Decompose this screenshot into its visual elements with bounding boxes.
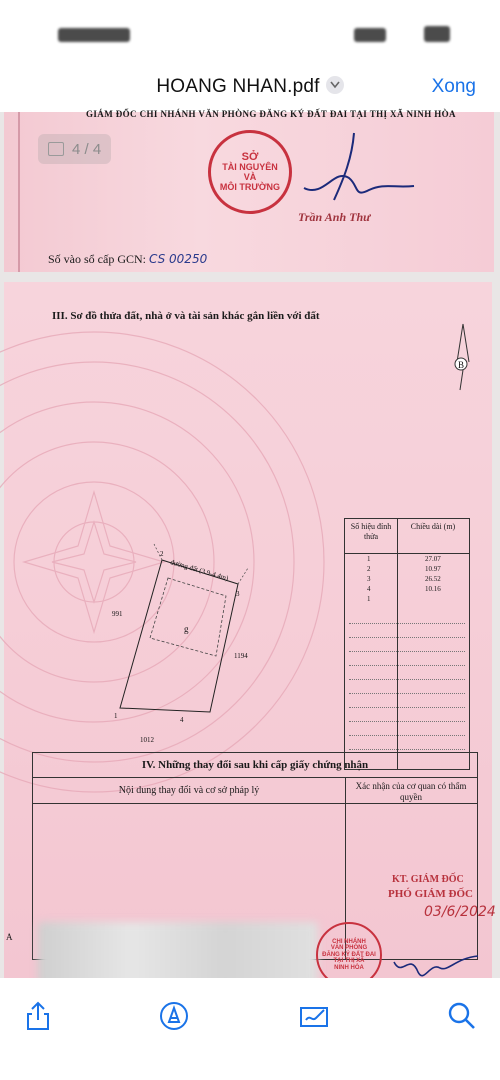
dotted-line — [349, 637, 465, 638]
signature-date: 03/6/2024 — [424, 904, 496, 920]
stamp-line: MÔI TRƯỜNG — [219, 181, 281, 192]
pdf-page-3-fragment — [4, 109, 494, 272]
dotted-line — [349, 693, 465, 694]
length-cell: 10.16 — [425, 585, 441, 593]
vertex-label: 4 — [180, 716, 184, 724]
vertex-cell: 2 — [367, 565, 371, 573]
table-row — [345, 585, 469, 595]
search-icon[interactable] — [446, 1000, 478, 1032]
vertex-label: 2 — [160, 550, 164, 558]
dotted-line — [349, 623, 465, 624]
stamp-line: NINH HÒA — [334, 964, 364, 971]
dotted-line — [349, 679, 465, 680]
dotted-line — [349, 665, 465, 666]
parcel-map — [98, 538, 288, 748]
chevron-down-icon[interactable] — [326, 76, 344, 94]
page-indicator-text: 4 / 4 — [72, 140, 102, 158]
dotted-line — [349, 721, 465, 722]
page-edge — [18, 112, 20, 272]
page-indicator — [38, 134, 111, 164]
table-row — [345, 575, 469, 585]
north-label: B — [458, 360, 465, 370]
row-marker: A — [6, 932, 13, 942]
book-number-row — [48, 252, 207, 267]
page-header-text: GIÁM ĐỐC CHI NHÁNH VĂN PHÒNG ĐĂNG KÝ ĐẤT ĐAI TẠI THỊ XÃ NINH HÒA — [86, 109, 456, 119]
table-row — [345, 565, 469, 575]
role-title-2: PHÓ GIÁM ĐỐC — [388, 888, 473, 900]
pdf-document-view[interactable] — [0, 109, 500, 978]
document-title-text: HOANG NHAN.pdf — [156, 76, 320, 97]
bottom-toolbar — [0, 978, 500, 1080]
book-number-value: CS 00250 — [149, 252, 208, 266]
table-header-vertex: Số hiệu đỉnh thửa — [350, 522, 392, 541]
stamp-line: VĂN PHÒNG — [330, 945, 368, 952]
dotted-line — [349, 749, 465, 750]
vertex-cell: 3 — [367, 575, 371, 583]
dotted-line — [349, 651, 465, 652]
pdf-page-4 — [4, 282, 496, 978]
section-3-title: III. Sơ đồ thửa đất, nhà ở và tài sản khác gắn liền với đất — [52, 310, 320, 322]
signature-icon[interactable] — [298, 1000, 330, 1032]
length-cell: 26.52 — [425, 575, 441, 583]
table-header-length: Chiều dài (m) — [410, 522, 456, 531]
book-number-label: Số vào sổ cấp GCN: — [48, 252, 146, 266]
vertex-label: 1 — [114, 712, 118, 720]
share-icon[interactable] — [22, 1000, 54, 1032]
column-header-confirmation: Xác nhận của cơ quan có thẩm quyền — [355, 781, 467, 802]
battery-icon — [424, 26, 450, 42]
vertex-label: 3 — [236, 590, 240, 598]
section-4-title: IV. Những thay đổi sau khi cấp giấy chứng nhận — [141, 759, 369, 771]
document-title[interactable] — [0, 76, 500, 98]
table-row — [345, 595, 469, 605]
table-divider — [33, 777, 477, 778]
status-bar — [0, 0, 500, 62]
signer-name: Trần Anh Thư — [298, 210, 371, 224]
dotted-line — [349, 735, 465, 736]
vertex-cell: 4 — [367, 585, 371, 593]
navigation-bar — [0, 62, 500, 112]
status-time — [58, 28, 130, 42]
stamp-line: CHI NHÁNH — [332, 938, 366, 945]
markup-icon[interactable] — [158, 1000, 190, 1032]
table-divider — [33, 803, 477, 804]
stamp-line: SỞ — [241, 151, 259, 164]
done-button[interactable]: Xong — [431, 76, 476, 97]
column-header-content: Nội dung thay đổi và cơ sở pháp lý — [118, 785, 260, 796]
signature-mark — [294, 128, 424, 208]
table-divider — [345, 553, 469, 554]
parcel-label: g — [184, 624, 189, 634]
neighbor-label: 1012 — [140, 736, 154, 744]
length-cell: 27.07 — [425, 555, 441, 563]
signal-icon — [354, 28, 386, 42]
stamp-line: VÀ — [243, 172, 257, 183]
length-cell: 10.97 — [425, 565, 441, 573]
official-stamp — [208, 130, 292, 214]
neighbor-label: 991 — [112, 610, 123, 618]
vertex-cell: 1 — [367, 555, 371, 563]
vertex-cell: 1 — [367, 595, 371, 603]
role-title-1: KT. GIÁM ĐỐC — [392, 874, 464, 885]
page-grid-icon — [48, 142, 64, 156]
stamp-line: TẠI THỊ XÃ — [333, 958, 365, 965]
vertex-length-table — [344, 518, 470, 770]
neighbor-label: 1194 — [234, 652, 248, 660]
north-arrow-icon — [448, 322, 478, 392]
table-row — [345, 555, 469, 565]
stamp-line: ĐĂNG KÝ ĐẤT ĐAI — [322, 951, 376, 958]
dotted-line — [349, 707, 465, 708]
road-label: đường đất (3.9-4.4m) — [169, 558, 230, 583]
stamp-line: TÀI NGUYÊN — [222, 162, 278, 173]
